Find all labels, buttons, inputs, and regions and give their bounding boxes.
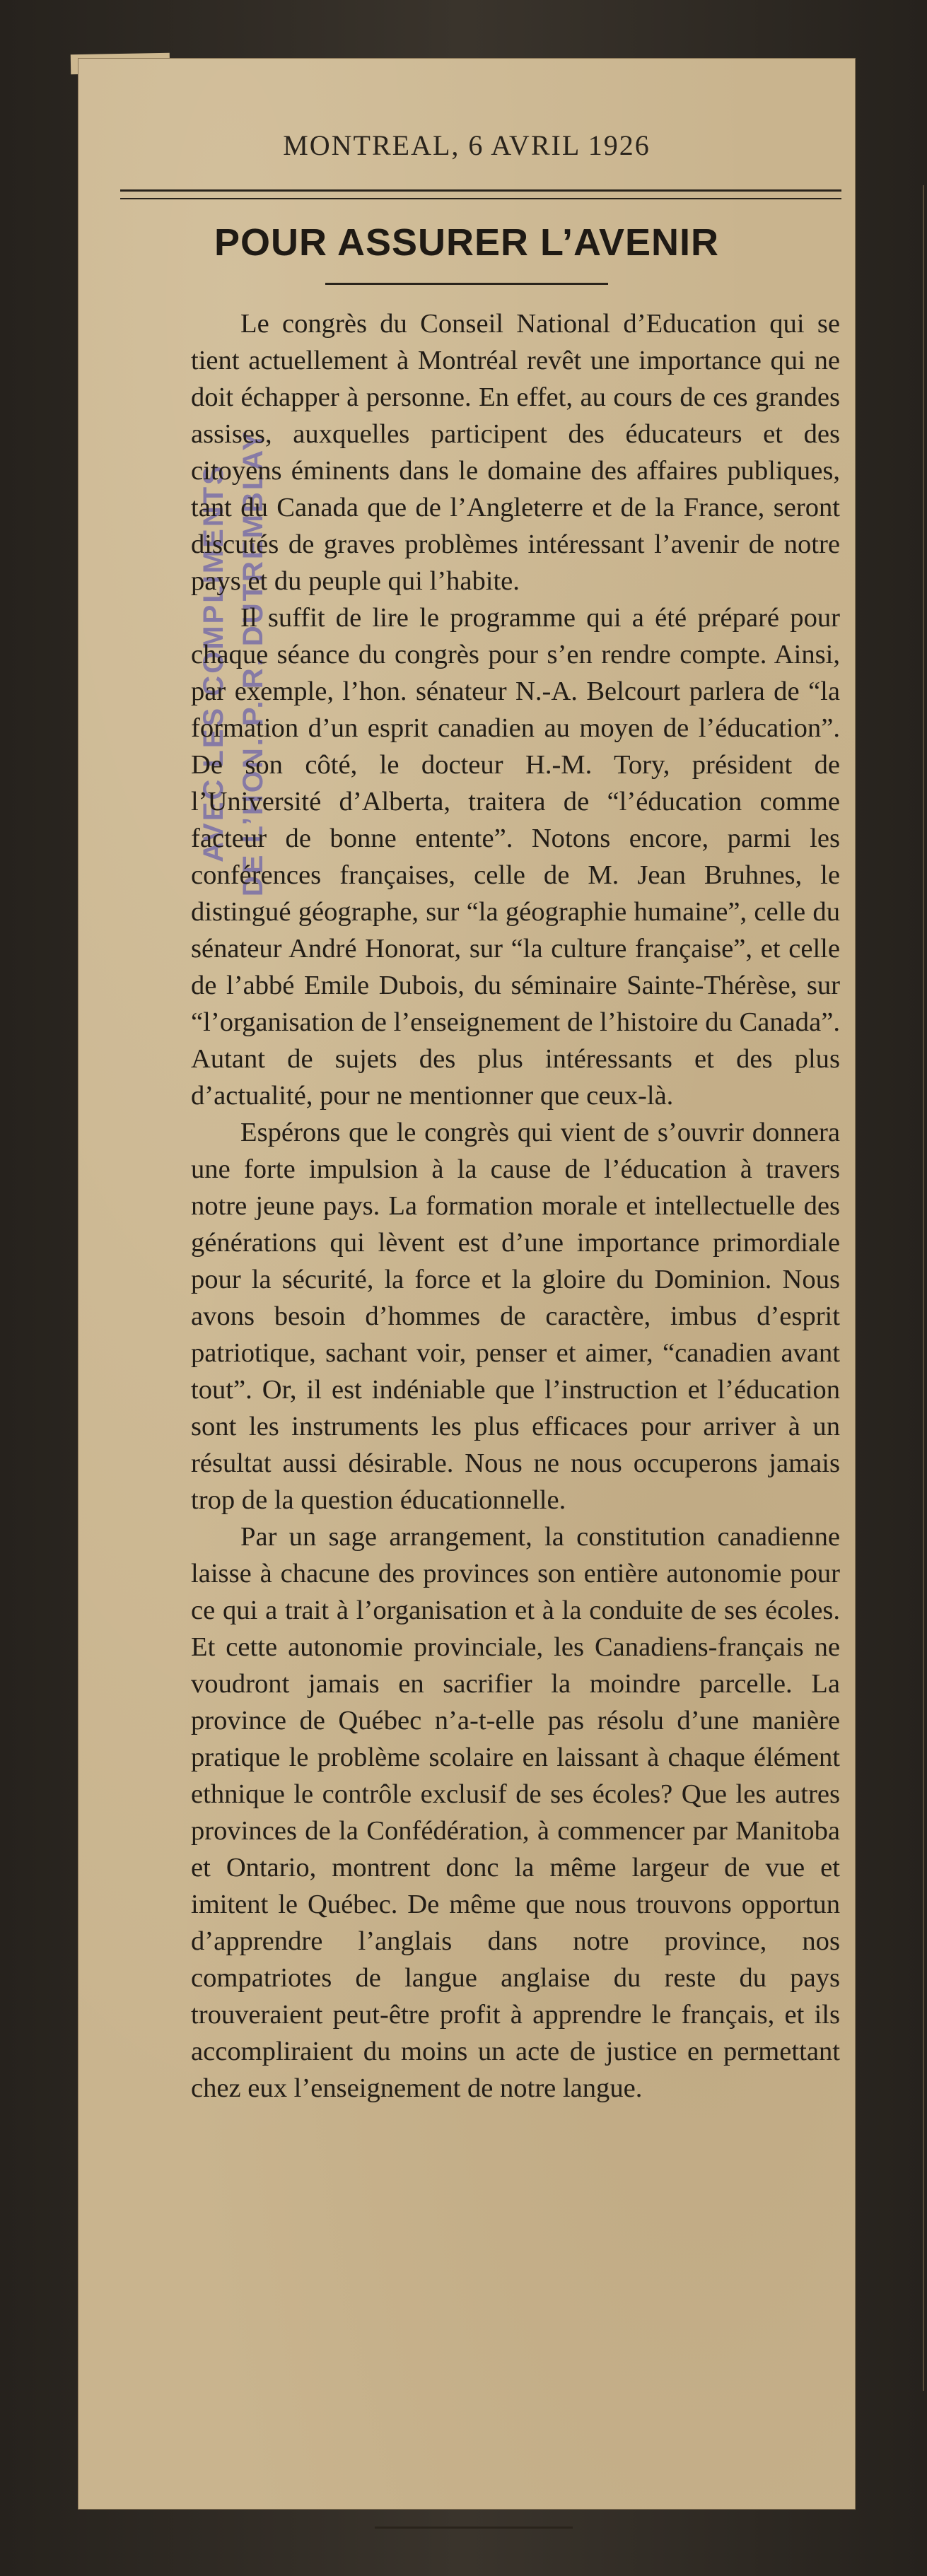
stamp-line-2: DE L’HON. P. R. DUTREMBLAY [238, 429, 269, 897]
title-underline [325, 283, 608, 285]
paragraph-2: Il suffit de lire le programme qui a été préparé pour chaque séance du congrès pour s’en rendre compte. Ainsi, par exemple, l’hon. sénateur N.-A. Belcourt parlera de “la formation d’un esprit canadien au moyen de l’éducation”. De son côté, le docteur H.-M. Tory, président de l’Université d’Alberta, traitera de “l’éducation comme facteur de bonne entente”. Notons encore, parmi les conférences françaises, celle de M. Jean Bruhnes, le distingué géographe, sur “la géographie humaine”, celle du sénateur André Honorat, sur “la culture française”, et celle de l’abbé Emile Dubois, du séminaire Sainte-Thérèse, sur “l’organisation de l’enseignement de l’histoire du Canada”. Autant de sujets des plus intéressants et des plus d’actualité, pour ne mentionner que ceux-là. [191, 603, 840, 1111]
article-title: POUR ASSURER L’AVENIR [214, 221, 720, 264]
header-rule-bottom [120, 198, 841, 199]
dateline: MONTREAL, 6 AVRIL 1926 [283, 129, 651, 161]
header-rule-top [120, 189, 841, 192]
paragraph-3: Espérons que le congrès qui vient de s’ouvrir donnera une forte impulsion à la cause de l’éducation à travers notre jeune pays. La formation morale et intellectuelle des générations qui lèvent est d’une importance primordiale pour la sécurité, la force et la gloire du Dominion. Nous avons besoin d’hommes de caractère, imbus d’esprit patriotique, sachant voir, penser et aimer, “canadien avant tout”. Or, il est indéniable que l’instruction et l’éducation sont les instruments les plus efficaces pour arriver à un résultat aussi désirable. Nous ne nous occuperons jamais trop de la question éducationnelle. [191, 1118, 840, 1515]
headline [78, 221, 856, 264]
column-edge-line [923, 185, 924, 2391]
paragraph-1: Le congrès du Conseil National d’Education qui se tient actuellement à Montréal revêt une importance qui ne doit échapper à personne. En effet, au cours de ces grandes assises, auxquelles participent des éducateurs et des citoyens éminents dans le domaine des affaires publiques, tant du Canada que de l’Angleterre et de la France, seront discutés de graves problèmes intéressant l’avenir de notre pays et du peuple qui l’habite. [191, 309, 840, 596]
dateline-header [78, 129, 856, 162]
article-body [191, 305, 840, 2107]
end-rule [375, 2527, 573, 2529]
paragraph-4: Par un sage arrangement, la constitution canadienne laisse à chacune des provinces son entière autonomie pour ce qui a trait à l’organisation et à la conduite de ses écoles. Et cette autonomie provinciale, les Canadiens-français ne voudront jamais en sacrifier la moindre parcelle. La province de Québec n’a-t-elle pas résolu d’une manière pratique le problème scolaire en laissant à chaque élément ethnique le contrôle exclusif de ses écoles? Que les autres provinces de la Confédération, à commencer par Manitoba et Ontario, montrent donc la même largeur de vue et imitent le Québec. De même que nous trouvons opportun d’apprendre l’anglais dans notre province, nos compatriotes de langue anglaise du reste du pays trouveraient peut-être profit à apprendre le français, et ils accompliraient du moins un acte de justice en permettant chez eux l’enseignement de notre langue. [191, 1522, 840, 2103]
newspaper-clipping [78, 58, 856, 2510]
stamp-line-1: AVEC LES COMPLIMENTS [198, 464, 229, 862]
